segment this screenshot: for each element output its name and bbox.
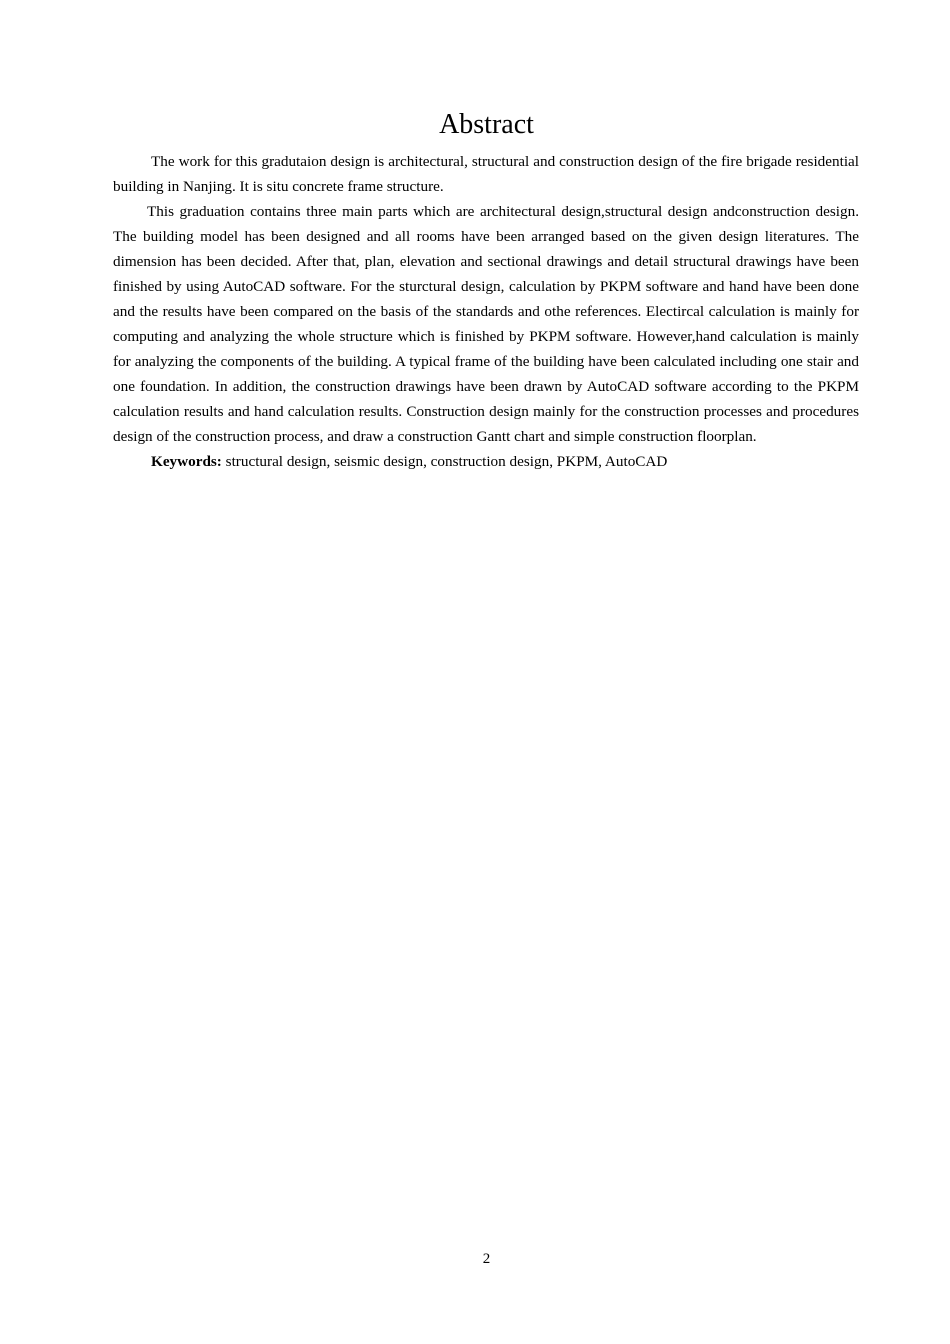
abstract-title: Abstract — [439, 109, 534, 140]
abstract-body — [113, 149, 859, 474]
keywords-label: Keywords: — [151, 453, 222, 470]
page-number: 2 — [482, 1251, 491, 1267]
keywords-line — [113, 449, 859, 474]
abstract-paragraph-1: The work for this gradutaion design is architectural, structural and construction design of the fire brigade residential building in Nanjing. It is situ concrete frame structure. — [113, 153, 859, 195]
keywords-text: structural design, seismic design, construction design, PKPM, AutoCAD — [221, 453, 668, 470]
abstract-paragraph-2: This graduation contains three main parts which are architectural design,structural design andconstruction design. The building model has been designed and all rooms have been arranged based on the given design literatures. The dimension has been decided. After that, plan, elevation and sectional drawings and detail structural drawings have been finished by using AutoCAD software. For the sturctural design, calculation by PKPM software and hand have been done and the results have been compared on the basis of the standards and othe references. Electircal calculation is mainly for computing and analyzing the whole structure which is finished by PKPM software. However,hand calculation is mainly for analyzing the components of the building. A typical frame of the building have been calculated including one stair and one foundation. In addition, the construction drawings have been drawn by AutoCAD software according to the PKPM calculation results and hand calculation results. Construction design mainly for the construction processes and procedures design of the construction process, and draw a construction Gantt chart and simple construction floorplan. — [113, 203, 859, 445]
